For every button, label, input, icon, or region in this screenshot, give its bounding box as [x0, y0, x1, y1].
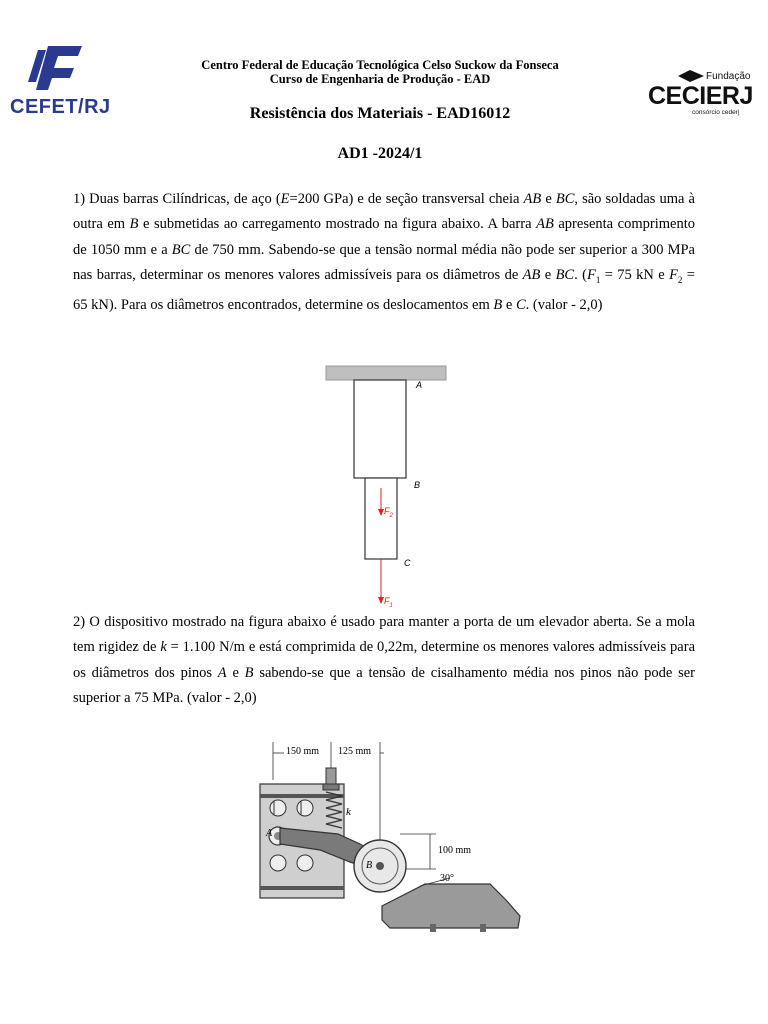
cecierj-logo — [640, 66, 753, 122]
label-f2: $F_2$ — [384, 506, 393, 519]
bar-ab — [354, 380, 406, 478]
dimension-100mm: 100 mm — [438, 845, 472, 856]
pin-b — [376, 862, 384, 870]
question-2-text: 2) O dispositivo mostrado na figura abaixo é usado para manter a porta de um elevador aberta. Se a mola tem rigidez de k = 1.100 N/m e está comprimida de 0,22m, determine os menores valores admissíveis para os diâmetros dos pinos A e B sabendo-se que a tensão de cisalhamento média nos pinos não pode ser superior a 75 MPa. (valor - 2,0) — [73, 614, 696, 706]
figure-2-door-holder-device — [250, 738, 540, 938]
cefet-logo — [8, 42, 118, 122]
cefet-logo-text: CEFET/RJ — [10, 96, 111, 118]
fixed-support — [326, 366, 446, 380]
label-a: A — [416, 380, 423, 390]
door-track — [382, 884, 520, 928]
angle-30deg: 30° — [440, 873, 454, 884]
label-f1: $F_1$ — [384, 596, 393, 609]
dimension-150mm: 150 mm — [286, 746, 320, 757]
institution-name: Centro Federal de Educação Tecnológica Celso Suckow da Fonseca — [201, 58, 559, 72]
label-pin-b: B — [366, 860, 373, 871]
cecierj-sub-text: consórcio cederj — [692, 109, 740, 116]
cecierj-main-text: CECIERJ — [648, 82, 753, 110]
course-name: Curso de Engenharia de Produção - EAD — [269, 72, 491, 86]
label-k: k — [346, 806, 351, 818]
exam-title: AD1 -2024/1 — [337, 145, 423, 162]
dimension-125mm: 125 mm — [338, 746, 372, 757]
figure-1-bar-diagram — [310, 362, 460, 612]
label-b: B — [414, 480, 421, 490]
cecierj-small-text: Fundação — [706, 71, 751, 82]
label-c: C — [404, 558, 411, 568]
subject-title: Resistência dos Materiais - EAD16012 — [249, 105, 511, 122]
question-1-text: 1) Duas barras Cilíndricas, de aço (E=200 GPa) e de seção transversal cheia AB e BC, são soldadas uma à outra em B e submetidas ao carregamento mostrado na figura abaixo. A barra AB apresenta comprimento de 1050 mm e a BC de 750 mm. Sabendo-se que a tensão normal média não pode ser superior a 300 MPa nas barras, determinar os menores valores admissíveis para os diâmetros de AB e BC. ($F_1 = 75$ kN e $F_2 = 65$ kN). Para os diâmetros encontrados, determine os deslocamentos em B e C. (valor - 2,0) — [73, 191, 695, 314]
label-pin-a: A — [266, 828, 273, 839]
